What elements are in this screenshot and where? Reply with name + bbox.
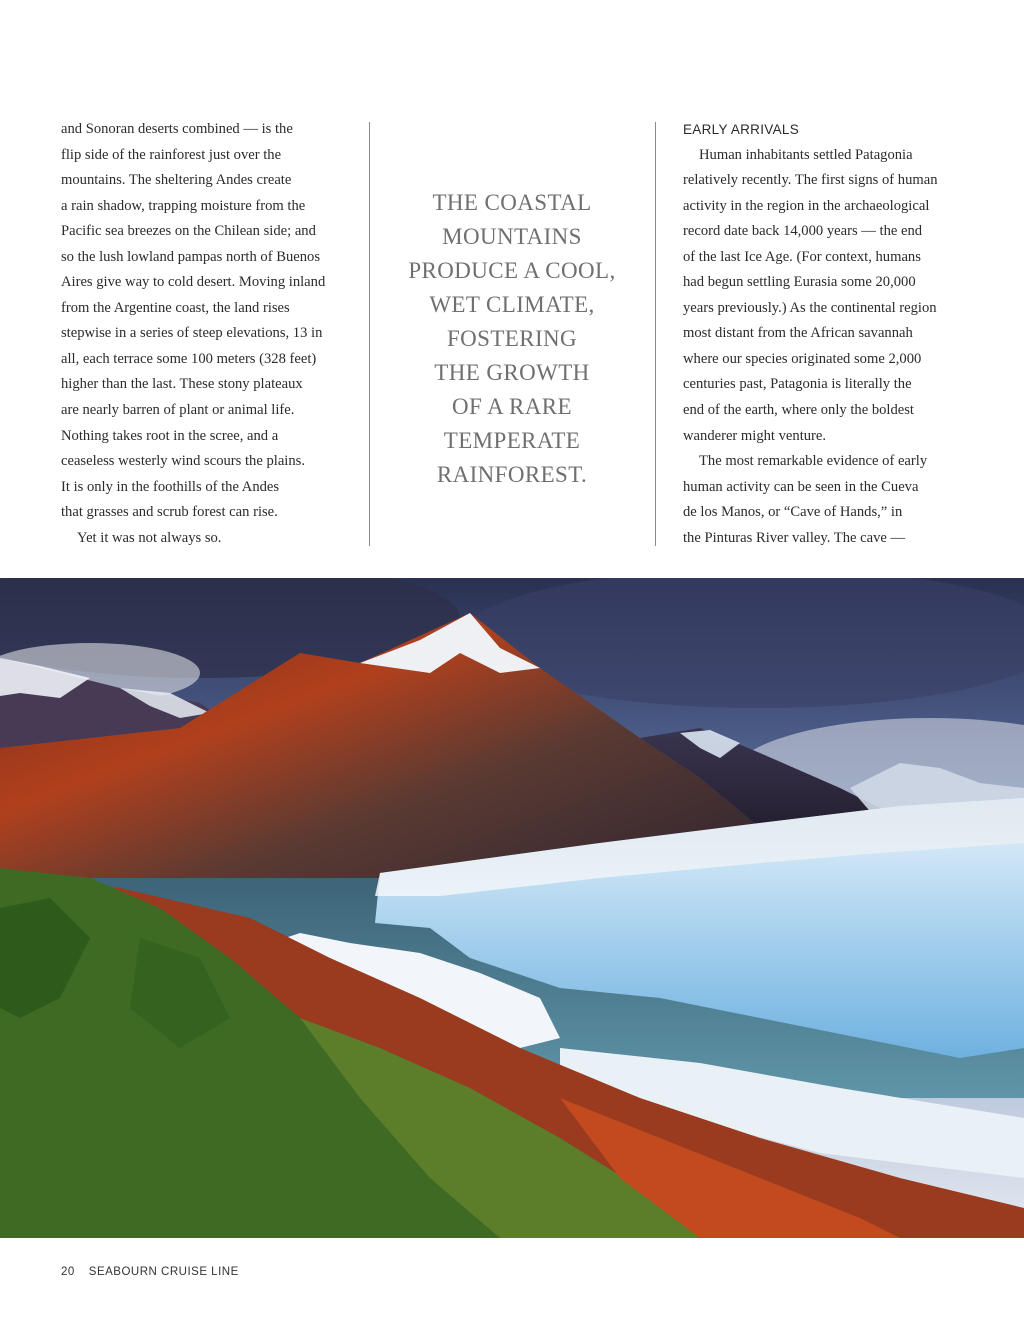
body-line: and Sonoran deserts combined — is the — [61, 121, 293, 137]
body-line: the Pinturas River valley. The cave — — [683, 529, 906, 546]
body-line: It is only in the foothills of the Andes — [61, 478, 280, 495]
body-line: centuries past, Patagonia is literally the — [683, 376, 912, 393]
pull-quote-line: TEMPERATE — [443, 428, 581, 453]
body-line: had begun settling Eurasia some 20,000 — [683, 274, 916, 291]
column-divider-left — [369, 122, 370, 546]
body-line: The most remarkable evidence of early — [699, 453, 928, 470]
body-line: of the last Ice Age. (For context, humans — [683, 248, 921, 265]
publication-name: SEABOURN CRUISE LINE — [88, 1266, 239, 1278]
body-line: mountains. The sheltering Andes create — [61, 172, 292, 189]
pull-quote — [392, 186, 632, 492]
body-line: Pacific sea breezes on the Chilean side; and — [61, 223, 316, 240]
body-line: from the Argentine coast, the land rises — [61, 299, 290, 316]
section-heading: EARLY ARRIVALS — [683, 122, 800, 137]
body-line: wanderer might venture. — [683, 427, 827, 444]
pull-quote-line: RAINFOREST. — [436, 462, 588, 487]
body-line: Human inhabitants settled Patagonia — [699, 146, 913, 163]
body-line: end of the earth, where only the boldest — [683, 402, 914, 419]
pull-quote-line: PRODUCE A COOL, — [408, 258, 616, 283]
page-footer — [61, 1266, 253, 1278]
body-line: stepwise in a series of steep elevations, 13 in — [61, 325, 323, 342]
body-line: ceaseless westerly wind scours the plains. — [61, 453, 305, 470]
body-line: most distant from the African savannah — [683, 325, 913, 342]
body-line: all, each terrace some 100 meters (328 feet) — [61, 350, 317, 367]
pull-quote-line: WET CLIMATE, — [429, 292, 595, 317]
body-line: a rain shadow, trapping moisture from the — [61, 197, 306, 214]
body-line: relatively recently. The first signs of human — [683, 172, 938, 189]
body-line: activity in the region in the archaeological — [683, 197, 930, 214]
left-text-column — [61, 117, 361, 551]
right-text-column — [683, 117, 973, 551]
page-number: 20 — [61, 1266, 75, 1278]
body-line: de los Manos, or “Cave of Hands,” in — [683, 504, 903, 521]
body-line-final: Yet it was not always so. — [77, 529, 222, 546]
pull-quote-line: THE GROWTH — [434, 360, 590, 385]
body-line: flip side of the rainforest just over the — [61, 146, 282, 163]
body-line: years previously.) As the continental region — [683, 299, 937, 316]
body-line: human activity can be seen in the Cueva — [683, 478, 919, 495]
body-line: record date back 14,000 years — the end — [683, 223, 923, 240]
body-line: where our species originated some 2,000 — [683, 350, 922, 367]
body-line: higher than the last. These stony plateaux — [61, 376, 303, 393]
pull-quote-line: OF A RARE — [452, 394, 572, 419]
body-line: are nearly barren of plant or animal life. — [61, 402, 295, 419]
pull-quote-line: MOUNTAINS — [442, 224, 582, 249]
body-line: Aires give way to cold desert. Moving inland — [61, 274, 326, 291]
glacier-landscape-photo — [0, 578, 1024, 1238]
pull-quote-line: FOSTERING — [446, 326, 578, 351]
column-divider-right — [655, 122, 656, 546]
body-line: Nothing takes root in the scree, and a — [61, 427, 279, 444]
body-line: that grasses and scrub forest can rise. — [61, 504, 278, 521]
body-line: so the lush lowland pampas north of Buenos — [61, 248, 321, 265]
pull-quote-line: THE COASTAL — [432, 190, 592, 215]
